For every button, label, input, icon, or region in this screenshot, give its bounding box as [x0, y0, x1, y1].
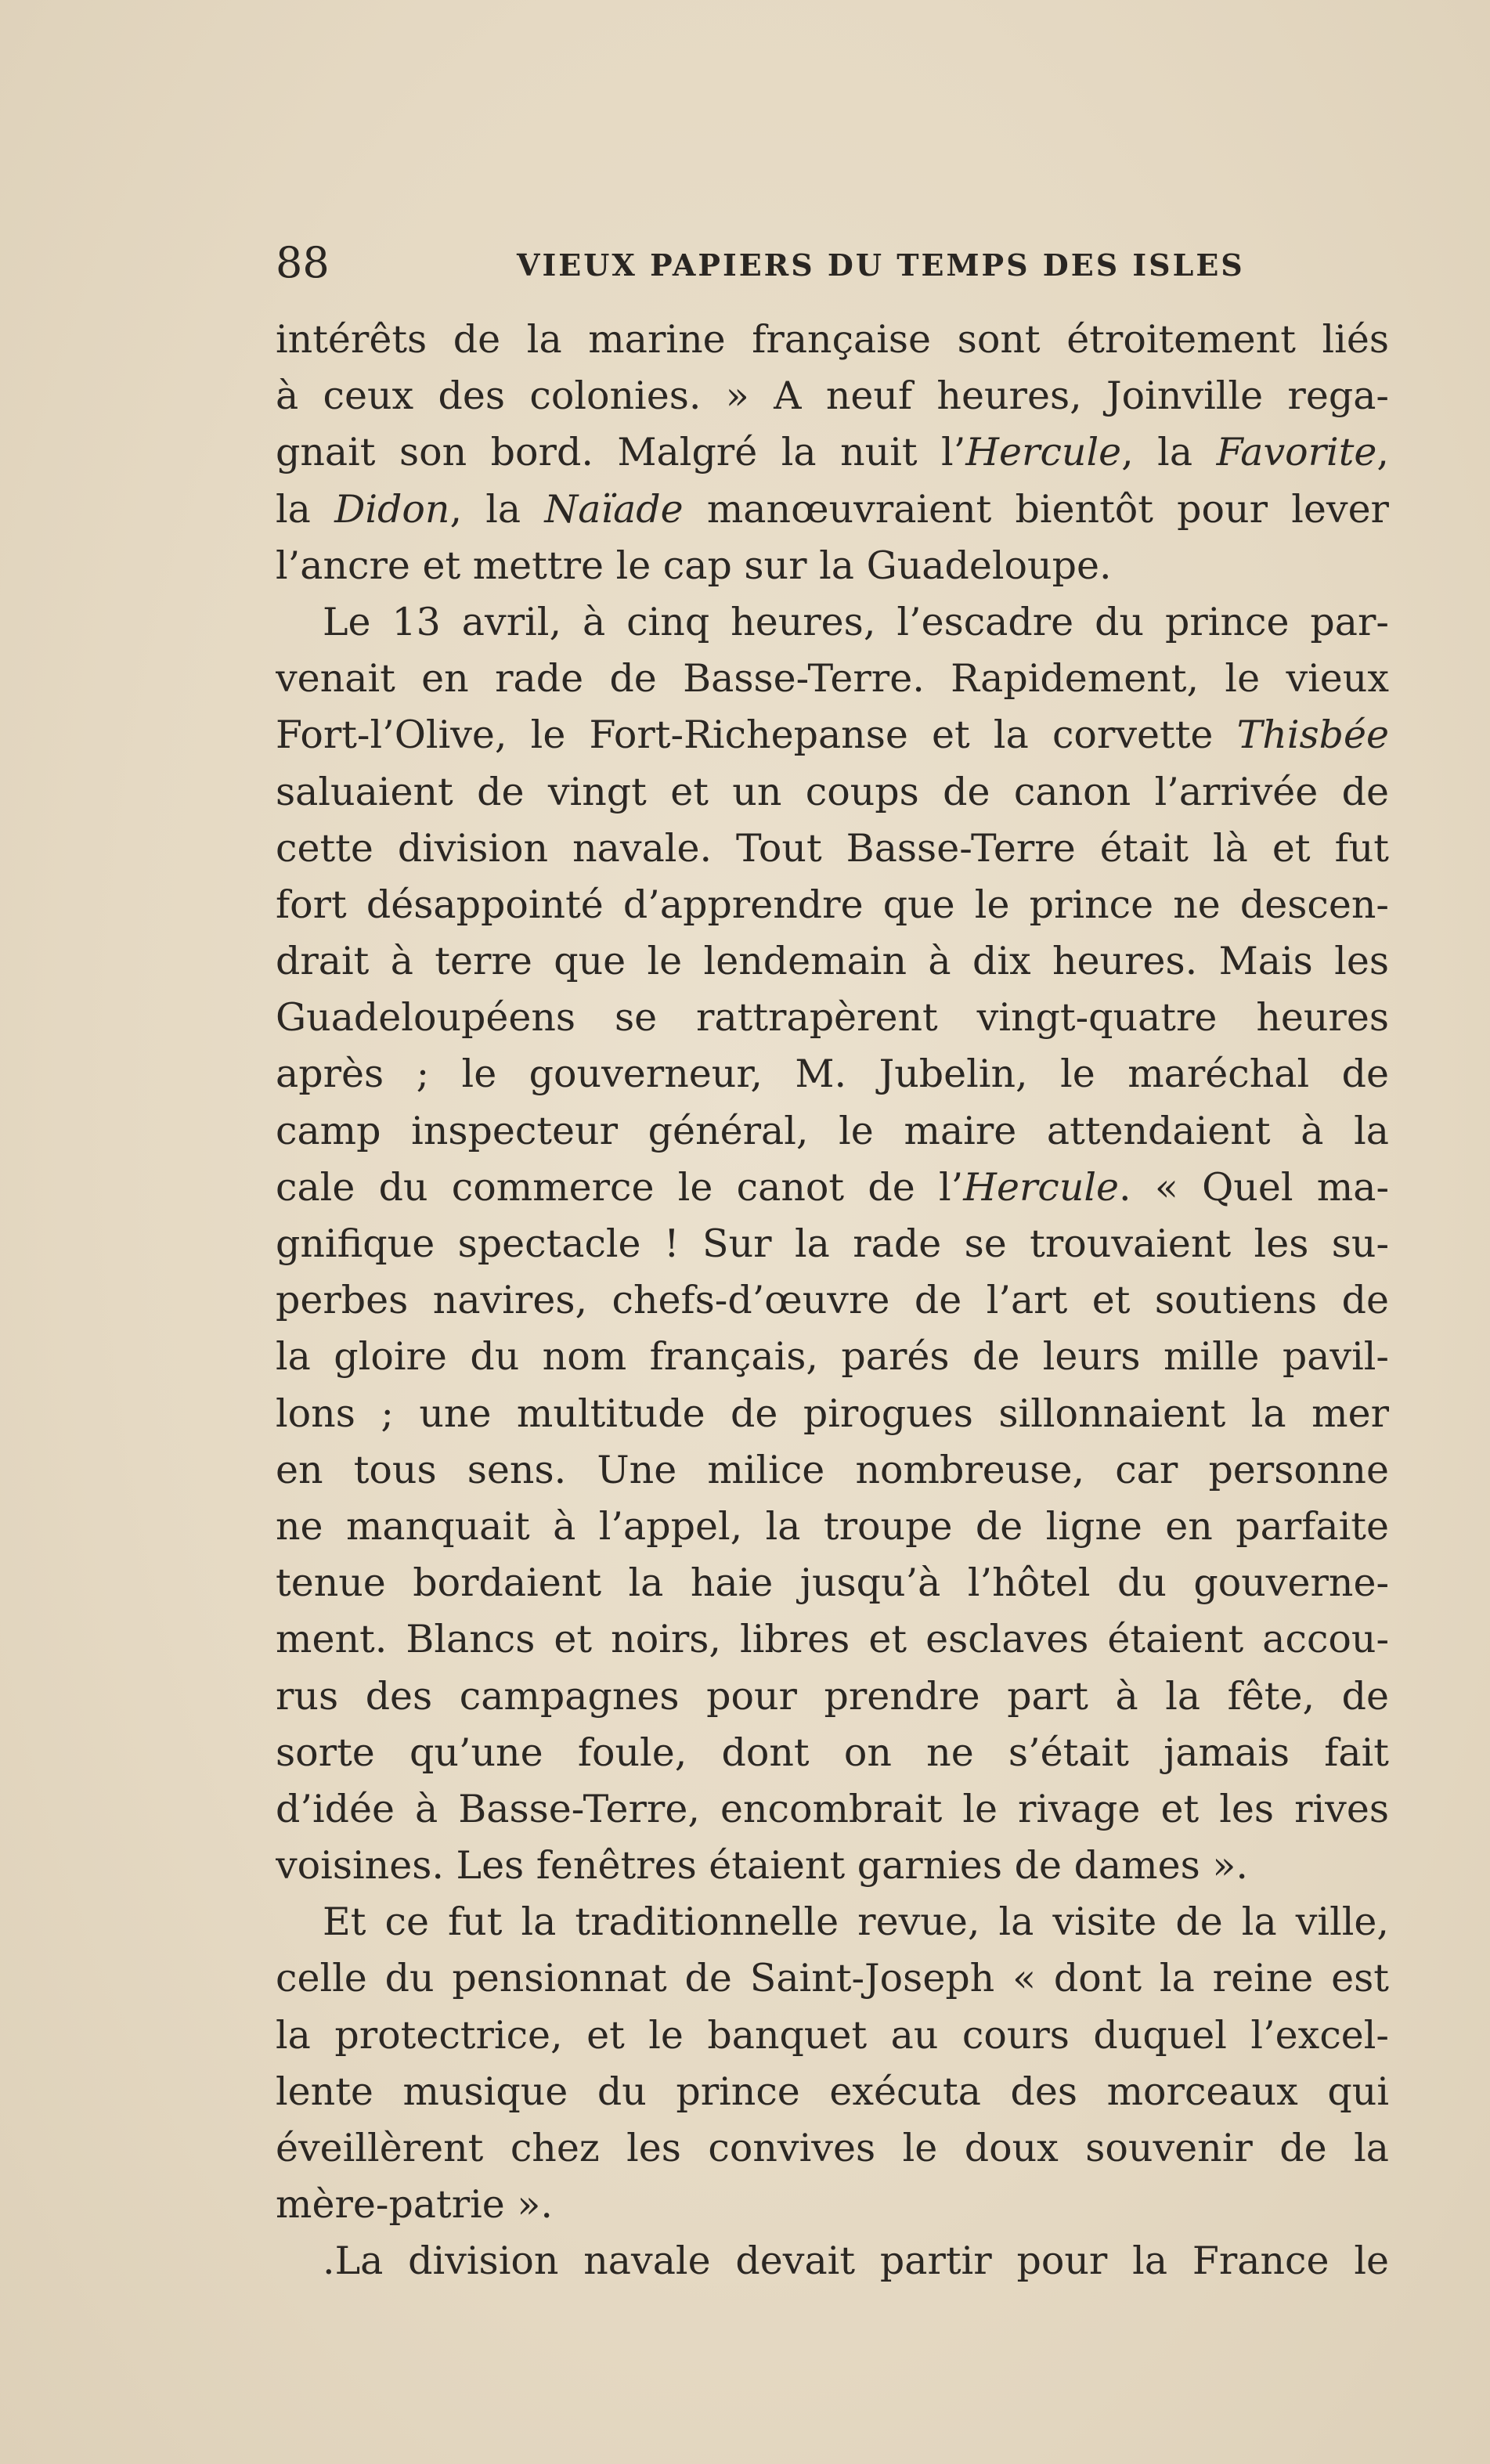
- text-line: [276, 538, 1389, 594]
- text-segment: gnifique spectacle ! Sur la rade se trouvaient les su-: [276, 1221, 1389, 1266]
- text-segment: perbes navires, chefs-d’œuvre de l’art et soutiens de: [276, 1278, 1389, 1323]
- text-line: [276, 1103, 1389, 1160]
- text-line: [276, 821, 1389, 877]
- text-segment: rus des campagnes pour prendre part à la fête, de: [276, 1673, 1389, 1719]
- text-segment: la: [276, 486, 335, 532]
- text-segment: la protectrice, et le banquet au cours duquel l’excel-: [276, 2012, 1389, 2058]
- text-segment: drait à terre que le lendemain à dix heures. Mais les: [276, 939, 1389, 984]
- text-segment: camp inspecteur général, le maire attendaient à la: [276, 1108, 1389, 1153]
- text-line: [276, 1272, 1389, 1329]
- text-line: [276, 1950, 1389, 2007]
- text-line: [276, 2064, 1389, 2120]
- text-segment: . « Quel ma-: [1119, 1164, 1389, 1210]
- text-segment: , la: [449, 486, 545, 532]
- text-line: [276, 1499, 1389, 1555]
- running-title: VIEUX PAPIERS DU TEMPS DES ISLES: [517, 247, 1245, 283]
- text-segment: , la: [1121, 430, 1217, 475]
- text-line: [276, 1669, 1389, 1725]
- text-segment: ,: [1376, 430, 1389, 475]
- text-line: [276, 312, 1389, 368]
- text-segment: Et ce fut la traditionnelle revue, la visite de la ville,: [323, 1899, 1389, 1945]
- text-line: [276, 1442, 1389, 1499]
- text-line: [276, 424, 1389, 481]
- text-segment: mère-patrie ».: [276, 2182, 553, 2228]
- text-line: [276, 933, 1389, 990]
- text-line: [276, 2120, 1389, 2177]
- text-segment: manœuvraient bientôt pour lever: [683, 486, 1389, 532]
- text-segment: d’idée à Basse-Terre, encombrait le rivage et les rives: [276, 1786, 1389, 1831]
- text-line: [276, 594, 1389, 651]
- italic-text: Thisbée: [1236, 713, 1389, 758]
- text-line: [276, 1781, 1389, 1838]
- text-line: [276, 1329, 1389, 1385]
- text-line: [276, 1216, 1389, 1272]
- text-line: [276, 368, 1389, 424]
- text-line: [276, 1838, 1389, 1894]
- text-line: [276, 1611, 1389, 1668]
- text-segment: lons ; une multitude de pirogues sillonnaient la mer: [276, 1391, 1389, 1436]
- text-line: [276, 990, 1389, 1046]
- text-line: [276, 651, 1389, 707]
- text-segment: fort désappointé d’apprendre que le prince ne descen-: [276, 882, 1389, 927]
- text-segment: gnait son bord. Malgré la nuit l’: [276, 430, 966, 475]
- text-segment: tenue bordaient la haie jusqu’à l’hôtel du gouverne-: [276, 1560, 1389, 1606]
- italic-text: Favorite: [1216, 430, 1377, 475]
- text-segment: Le 13 avril, à cinq heures, l’escadre du prince par-: [323, 599, 1389, 644]
- page-header: [276, 232, 1387, 294]
- text-segment: Fort-l’Olive, le Fort-Richepanse et la corvette: [276, 713, 1237, 758]
- text-line: [276, 482, 1389, 538]
- italic-text: Hercule: [963, 1164, 1120, 1210]
- text-line: [276, 1555, 1389, 1611]
- page-number: 88: [276, 238, 330, 287]
- text-segment: éveillèrent chez les convives le doux souvenir de la: [276, 2126, 1389, 2170]
- body-text: [276, 312, 1389, 2290]
- text-segment: cette division navale. Tout Basse-Terre était là et fut: [276, 825, 1389, 871]
- text-segment: lente musique du prince exécuta des morceaux qui: [276, 2069, 1389, 2114]
- text-line: [276, 2177, 1389, 2233]
- text-segment: cale du commerce le canot de l’: [276, 1164, 964, 1210]
- text-segment: Guadeloupéens se rattrapèrent vingt-quatre heures: [276, 995, 1389, 1041]
- text-line: [276, 1894, 1389, 1950]
- text-line: [276, 2233, 1389, 2289]
- text-line: [276, 2008, 1389, 2064]
- text-segment: sorte qu’une foule, dont on ne s’était jamais fait: [276, 1730, 1389, 1775]
- text-line: [276, 877, 1389, 933]
- text-segment: celle du pensionnat de Saint-Joseph « dont la reine est: [276, 1956, 1389, 2001]
- text-segment: .La division navale devait partir pour la France le: [323, 2239, 1389, 2284]
- text-segment: saluaient de vingt et un coups de canon l’arrivée de: [276, 769, 1389, 814]
- text-line: [276, 1046, 1389, 1102]
- text-line: [276, 1386, 1389, 1442]
- text-line: [276, 707, 1389, 763]
- text-line: [276, 764, 1389, 821]
- text-segment: intérêts de la marine française sont étroitement liés: [276, 317, 1389, 362]
- italic-text: Didon: [334, 486, 450, 532]
- text-segment: la gloire du nom français, parés de leurs mille pavil-: [276, 1334, 1389, 1380]
- text-line: [276, 1725, 1389, 1781]
- italic-text: Naïade: [544, 486, 684, 532]
- italic-text: Hercule: [965, 430, 1122, 475]
- text-segment: ne manquait à l’appel, la troupe de ligne en parfaite: [276, 1503, 1389, 1549]
- text-segment: venait en rade de Basse-Terre. Rapidement, le vieux: [276, 656, 1389, 702]
- text-segment: l’ancre et mettre le cap sur la Guadeloupe.: [276, 543, 1112, 588]
- text-segment: après ; le gouverneur, M. Jubelin, le maréchal de: [276, 1052, 1389, 1097]
- text-segment: à ceux des colonies. » A neuf heures, Joinville rega-: [276, 373, 1389, 419]
- text-line: [276, 1160, 1389, 1216]
- text-segment: ment. Blancs et noirs, libres et esclaves étaient accou-: [276, 1617, 1389, 1662]
- text-segment: en tous sens. Une milice nombreuse, car personne: [276, 1447, 1389, 1492]
- text-segment: voisines. Les fenêtres étaient garnies de dames ».: [276, 1843, 1248, 1889]
